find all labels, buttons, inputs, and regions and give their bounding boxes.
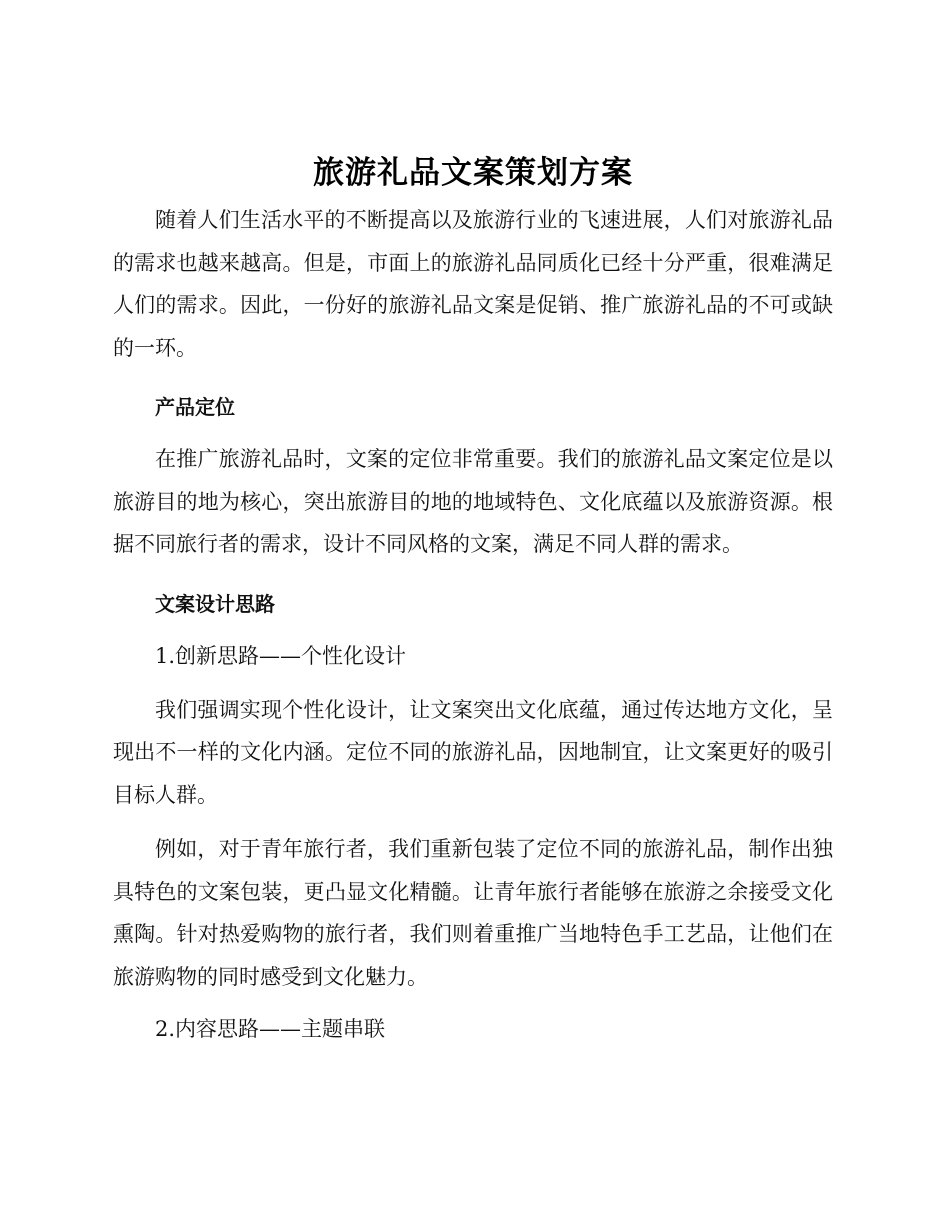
positioning-paragraph: 在推广旅游礼品时，文案的定位非常重要。我们的旅游礼品文案定位是以旅游目的地为核心，突出旅游目的地的地域特色、文化底蕴以及旅游资源。根据不同旅行者的需求，设计不同风格的文案，满足不同人群的需求。 — [113, 447, 833, 556]
subheading-content: 2.内容思路——主题串联 — [155, 1017, 386, 1041]
innovation-paragraph-1: 我们强调实现个性化设计，让文案突出文化底蕴，通过传达地方文化，呈现出不一样的文化内涵。定位不同的旅游礼品，因地制宜，让文案更好的吸引目标人群。 — [113, 697, 833, 807]
document-title: 旅游礼品文案策划方案 — [313, 155, 633, 191]
subheading-innovation: 1.创新思路——个性化设计 — [155, 643, 407, 668]
section-heading-positioning: 产品定位 — [155, 395, 235, 419]
intro-paragraph: 随着人们生活水平的不断提高以及旅游行业的飞速进展，人们对旅游礼品的需求也越来越高。但是，市面上的旅游礼品同质化已经十分严重，很难满足人们的需求。因此，一份好的旅游礼品文案是促销、推广旅游礼品的不可或缺的一环。 — [113, 208, 833, 360]
section-heading-design-ideas: 文案设计思路 — [155, 591, 275, 616]
document-body — [113, 150, 833, 1050]
innovation-paragraph-2: 例如，对于青年旅行者，我们重新包装了定位不同的旅游礼品，制作出独具特色的文案包装，更凸显文化精髓。让青年旅行者能够在旅游之余接受文化熏陶。针对热爱购物的旅行者，我们则着重推广当地特色手工艺品，让他们在旅游购物的同时感受到文化魅力。 — [113, 837, 833, 989]
